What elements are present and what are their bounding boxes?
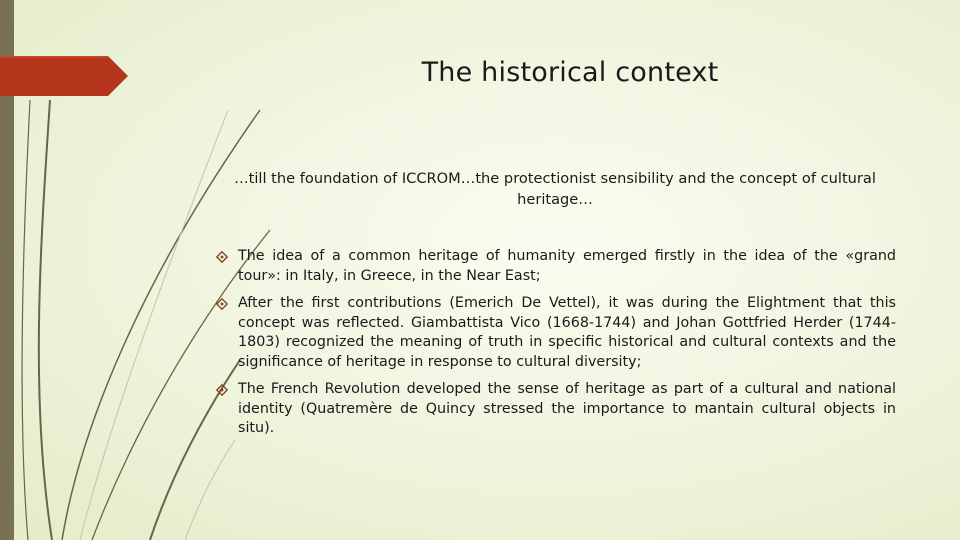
bullet-item	[214, 247, 896, 286]
diamond-bullet-icon	[216, 298, 228, 310]
bullet-text: The French Revolution developed the sense of heritage as part of a cultural and national identity (Quatremère de Quincy stressed the importance to mantain cultural objects in situ).	[238, 381, 896, 436]
slide-subtitle: …till the foundation of ICCROM…the protectionist sensibility and the concept of cultural heritage…	[234, 170, 876, 208]
slide-title: The historical context	[421, 57, 719, 88]
bullet-text: The idea of a common heritage of humanity emerged firstly in the idea of the «grand tour»: in Italy, in Greece, in the Near East;	[238, 248, 896, 284]
bullet-item	[214, 294, 896, 372]
bullet-text: After the first contributions (Emerich De Vettel), it was during the Elightment that this concept was reflected. Giambattista Vico (1668-1744) and Johan Gottfried Herder (1744-1803) recognized the meaning of truth in specific historical and cultural contexts and the significance of heritage in response to cultural diversity;	[238, 295, 896, 370]
bullet-list	[214, 247, 896, 447]
title-accent-flag	[0, 56, 128, 96]
bullet-item	[214, 380, 896, 439]
diamond-bullet-icon	[216, 251, 228, 263]
diamond-bullet-icon	[216, 384, 228, 396]
